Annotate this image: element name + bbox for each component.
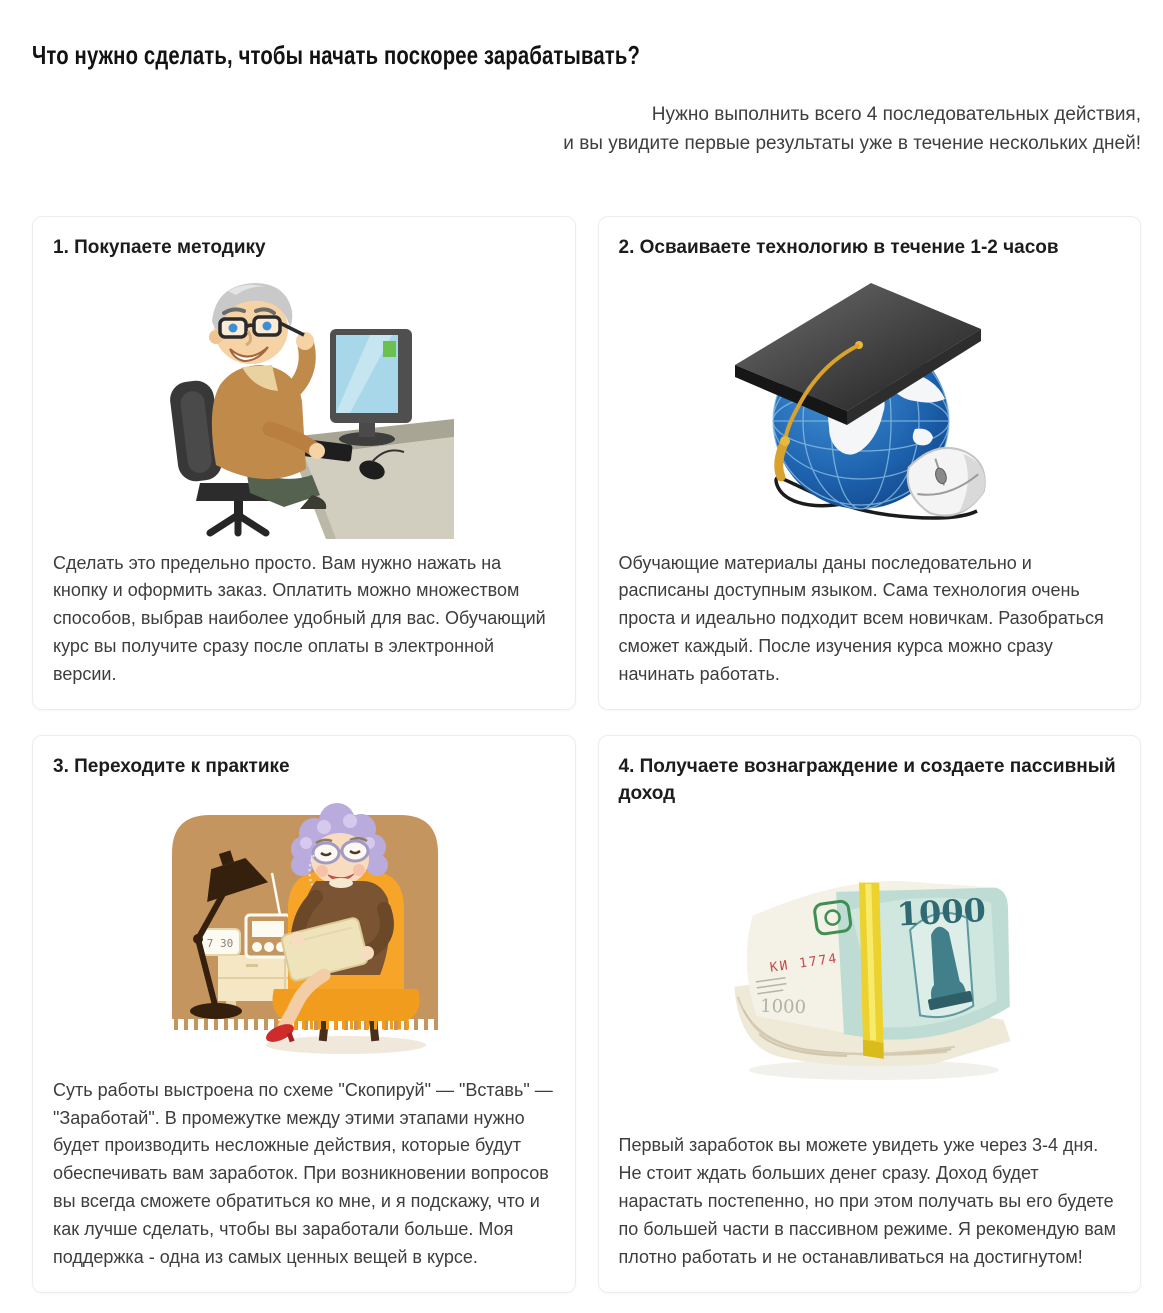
card-figure [619,268,1121,540]
banknote-serial: КИ 1774 [769,951,840,976]
card-figure [53,787,555,1067]
card-heading: 2. Осваиваете технологию в течение 1-2 часов [618,237,1059,258]
subtitle-line-2: и вы увидите первые результаты уже в течение нескольких дней! [563,132,1141,154]
card-body: Суть работы выстроена по схеме "Скопируй" — "Вставь" — "Заработай". В промежутке между этими этапами нужно будет производить несложные действия, которые будут обеспечивать вам заработок. При возникновении вопросов вы всегда сможете обратиться ко мне, и я подскажу, что и как лучше сделать, чтобы вы заработали больше. Моя поддержка - одна из самых ценных вещей в курсе. [53,1079,553,1267]
money-wad [722,862,1028,1088]
card-figure [619,813,1121,1122]
steps-grid [32,216,1141,1293]
globe-graduation-cap-mouse-illustration [719,269,1019,539]
card-step-2 [598,216,1142,710]
alarm-clock [200,929,240,955]
card-heading: 4. Получаете вознаграждение и создаете пассивный доход [618,756,1116,804]
card-body: Обучающие материалы даны последовательно и расписаны доступным языком. Сама технология очень проста и идеально подходит всем новичкам. Разобраться сможет каждый. После изучения курса можно сразу начинать работать. [618,552,1104,685]
card-step-1 [32,216,576,710]
card-heading: 1. Покупаете методику [53,237,266,258]
page-title: Что нужно сделать, чтобы начать поскорее зарабатывать? [32,40,641,70]
grandma-reading-illustration [154,787,454,1067]
card-step-4 [598,735,1142,1293]
card-heading: 3. Переходите к практике [53,756,290,778]
card-figure [53,268,555,540]
elderly-man-at-computer-illustration [154,269,454,539]
subtitle [32,101,1141,158]
clock-time: 7 30 [206,936,233,950]
card-step-3 [32,735,576,1293]
banknote-denomination: 1000 [896,890,987,934]
card-body: Сделать это предельно просто. Вам нужно нажать на кнопку и оформить заказ. Оплатить можно множеством способов, выбрав наиболее удобный для вас. Обучающий курс вы получите сразу после оплаты в электронной версии. [53,552,546,685]
money-bundle-illustration [699,848,1039,1088]
subtitle-line-1: Нужно выполнить всего 4 последовательных действия, [651,104,1141,125]
card-body: Первый заработок вы можете увидеть уже через 3-4 дня. Не стоит ждать больших денег сразу. Доход будет нарастать постепенно, но при этом получать вы его будете по большей части в пассивном режиме. Я рекомендую вам плотно работать и не останавливаться на достигнутом! [618,1135,1117,1267]
banknote-watermark: 1000 [760,995,807,1019]
